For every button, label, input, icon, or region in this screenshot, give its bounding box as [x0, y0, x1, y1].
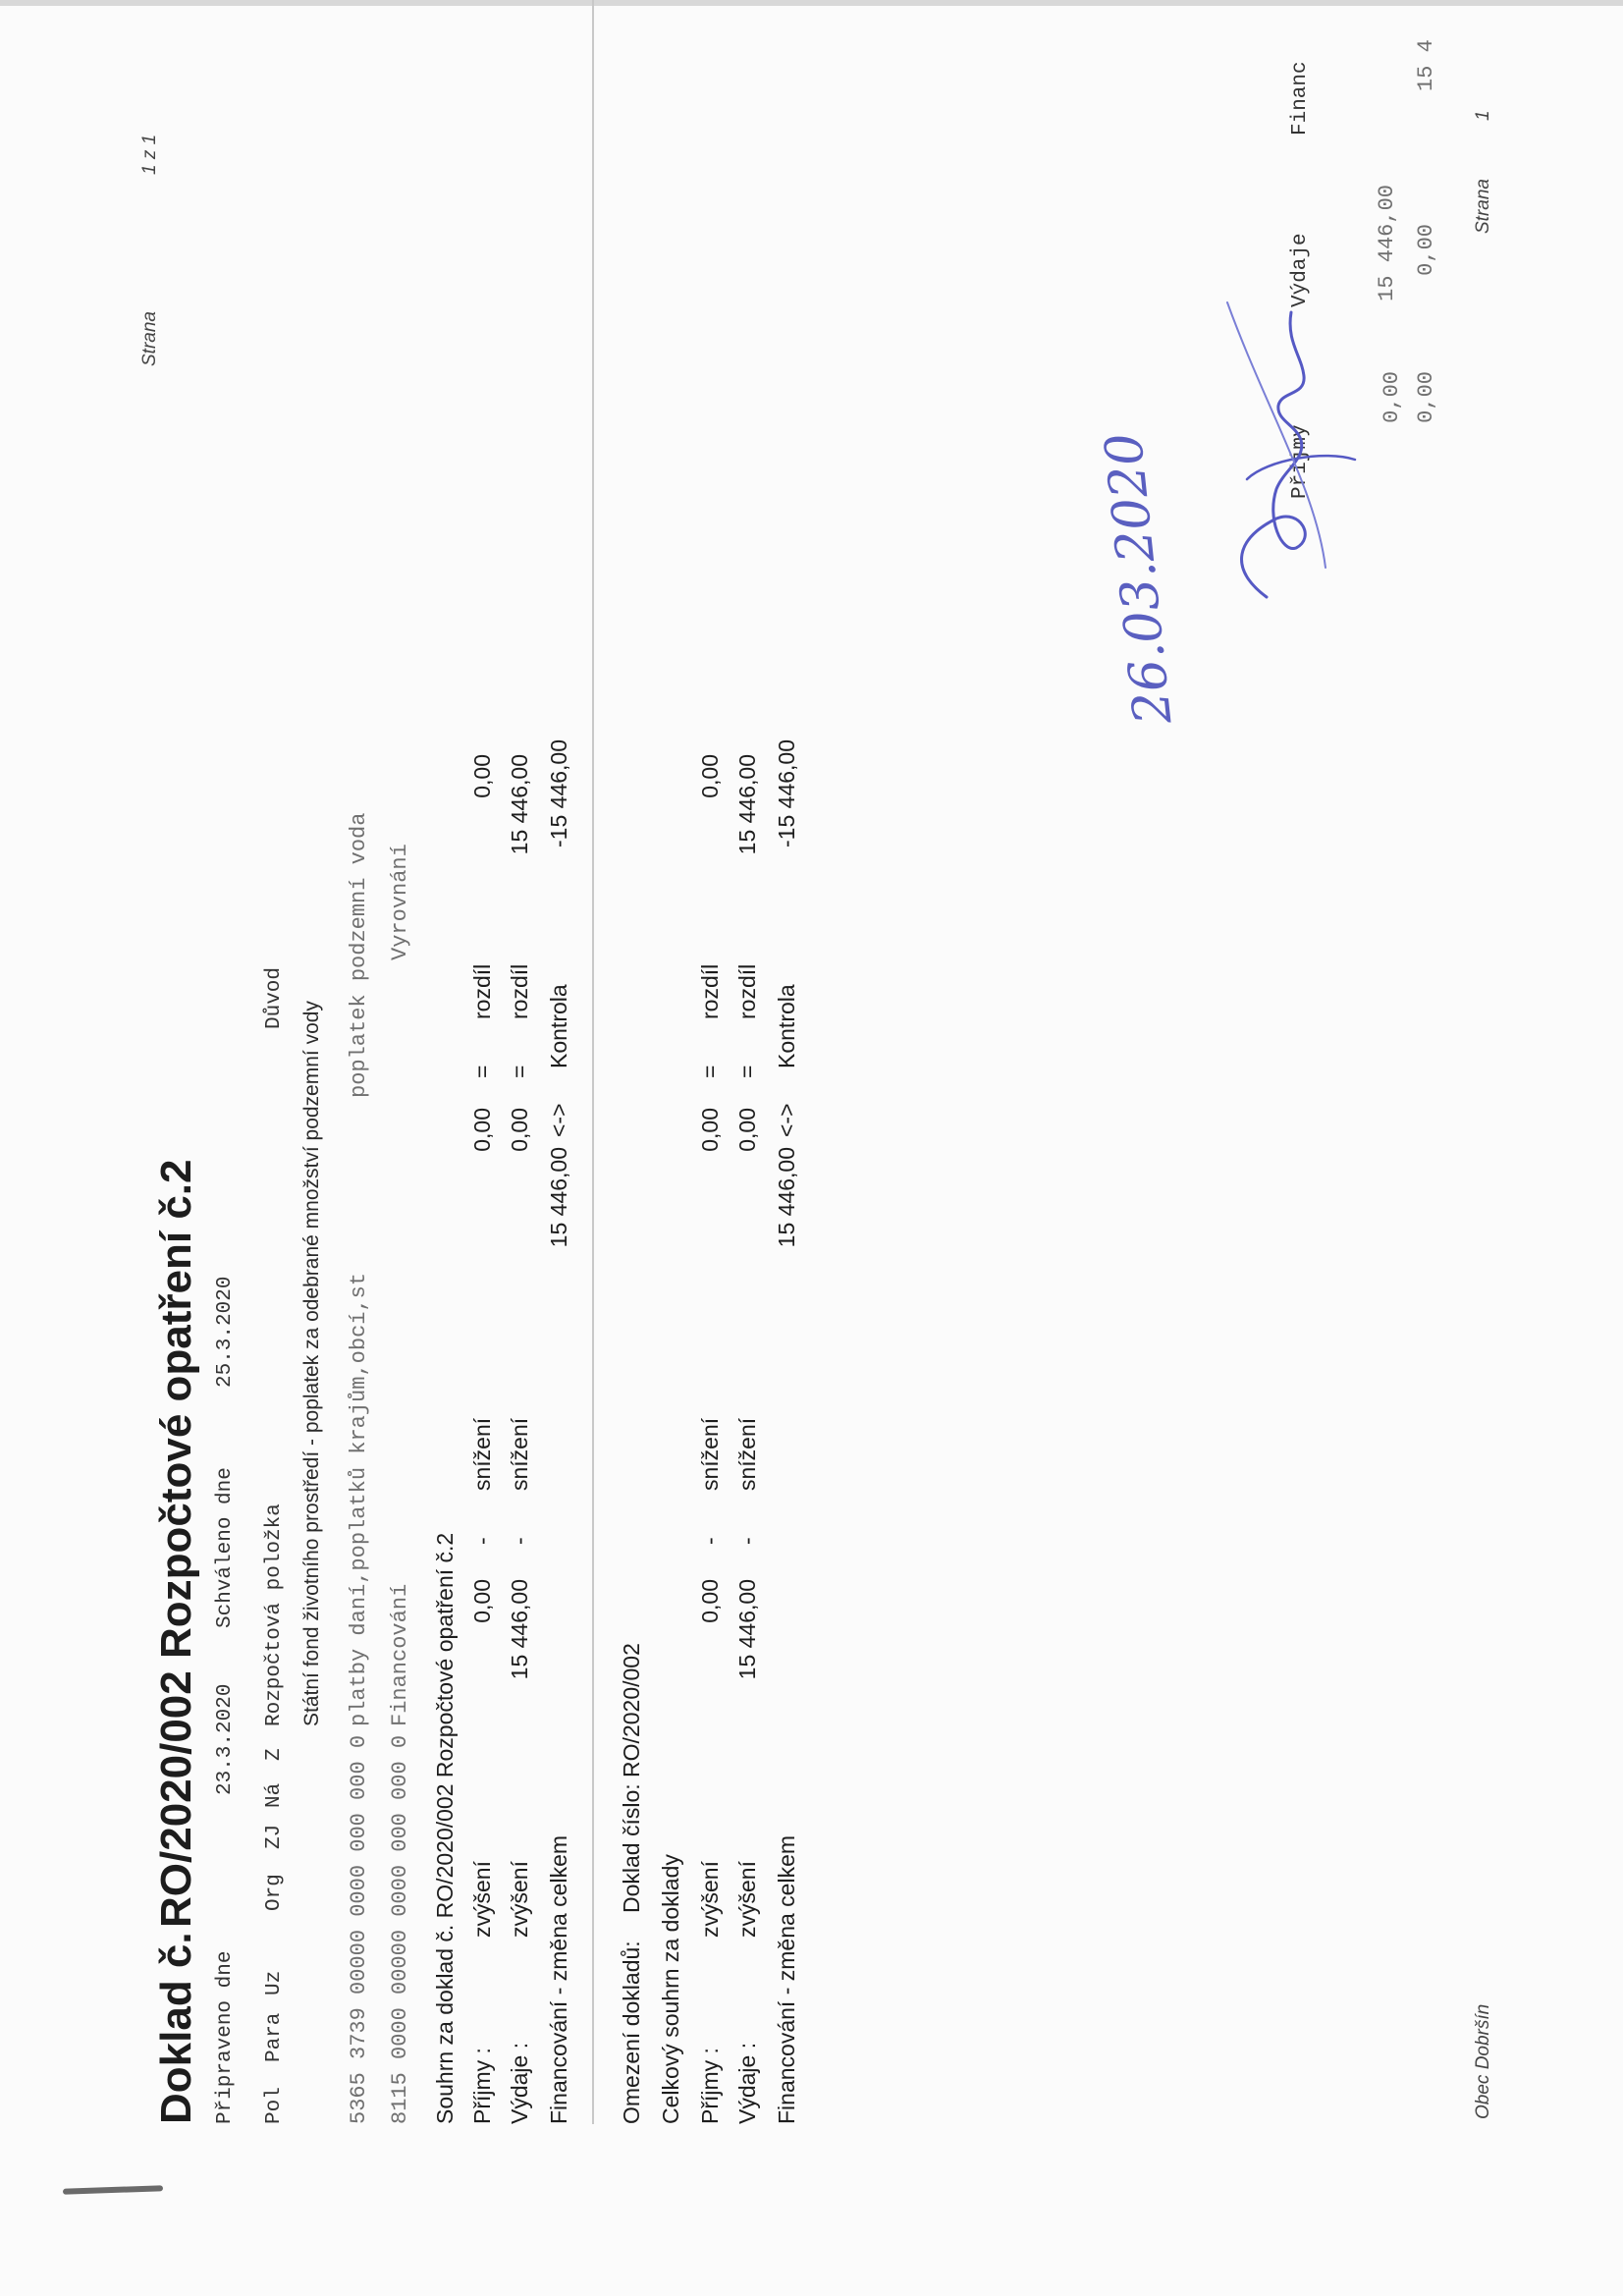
sa-l2-diff: 15 446,00 — [734, 754, 760, 855]
sd-fin-label: Financování - změna celkem — [546, 1834, 571, 2124]
summary-doc-title: Souhrn za doklad č. RO/2020/002 Rozpočtové opatření č.2 — [432, 1532, 458, 2124]
sa-l1-diff-word: rozdíl — [697, 963, 723, 1019]
sa-l1-diff: 0,00 — [697, 754, 723, 798]
col-polozka: Rozpočtová položka — [263, 1503, 286, 1726]
sa-fin-value: 15 446,00 — [774, 1147, 799, 1248]
col-pol: Pol — [263, 2087, 286, 2124]
sa-l2-inc: 15 446,00 — [734, 1579, 760, 1680]
limits-value: Doklad číslo: RO/2020/002 — [619, 1643, 644, 1913]
sa-l1-inc-word: zvýšení — [697, 1861, 723, 1938]
sd-l1-inc: 0,00 — [469, 1579, 495, 1623]
sd-fin-ctrl-word: Kontrola — [546, 984, 571, 1068]
row2-prijmy: 0,00 — [1414, 371, 1438, 423]
col-na: Ná — [263, 1782, 286, 1808]
sd-l2-diff-word: rozdíl — [507, 963, 532, 1019]
sa-fin-ctrl-value: -15 446,00 — [774, 739, 799, 847]
sd-fin-value: 15 446,00 — [546, 1147, 571, 1248]
signature-icon — [1208, 293, 1365, 607]
row1-vydaje: 15 446,00 — [1375, 185, 1399, 301]
sa-l1-eq: = — [697, 1065, 723, 1078]
sd-l1-dec: 0,00 — [469, 1108, 495, 1152]
col-org: Org — [263, 1874, 286, 1911]
sd-l1-diff-word: rozdíl — [469, 963, 495, 1019]
sd-l2-dec: 0,00 — [507, 1108, 532, 1152]
sd-l2-dash: - — [507, 1537, 532, 1545]
sd-l2-label: Výdaje : — [507, 2042, 532, 2124]
sd-l2-inc: 15 446,00 — [507, 1579, 532, 1680]
prepared-label: Připraveno dne — [214, 1950, 237, 2124]
sa-fin-label: Financování - změna celkem — [774, 1834, 799, 2124]
row2-codes: 8115 0000 00000 0000 000 000 0 — [388, 1734, 412, 2124]
row2-polozka: Financování — [388, 1583, 412, 1726]
sa-l1-label: Příjmy : — [697, 2048, 723, 2124]
footer-page-number: 1 — [1473, 110, 1493, 121]
prepared-date: 23.3.2020 — [214, 1683, 237, 1795]
limits-label: Omezení dokladů: — [619, 1941, 644, 2124]
sd-l2-eq: = — [507, 1065, 532, 1078]
sa-l2-diff-word: rozdíl — [734, 963, 760, 1019]
approved-date: 25.3.2020 — [214, 1276, 237, 1388]
sd-l2-inc-word: zvýšení — [507, 1861, 532, 1938]
col-uz: Uz — [263, 1970, 286, 1995]
sa-l2-eq: = — [734, 1065, 760, 1078]
sa-l2-dec: 0,00 — [734, 1108, 760, 1152]
row1-duvod: poplatek podzemní voda — [347, 812, 371, 1098]
sd-l2-diff: 15 446,00 — [507, 754, 532, 855]
sd-l1-eq: = — [469, 1065, 495, 1078]
row1-polozka: platby daní,poplatků krajům,obcí,st — [347, 1272, 371, 1726]
col-para: Para — [263, 2012, 286, 2062]
col-prijmy: Příjmy — [1289, 424, 1312, 499]
sa-l1-dec: 0,00 — [697, 1108, 723, 1152]
summary-all-title: Celkový souhrn za doklady — [658, 1854, 683, 2124]
sd-l1-inc-word: zvýšení — [469, 1861, 495, 1938]
page-value: 1 z 1 — [139, 134, 160, 175]
sa-l2-dec-word: snížení — [734, 1417, 760, 1491]
sd-fin-ctrl: <-> — [546, 1103, 571, 1137]
sa-l2-inc-word: zvýšení — [734, 1861, 760, 1938]
row1-polozka-note: Státní fond životního prostředí - poplatek za odebrané množství podzemní vody — [300, 1001, 323, 1726]
section-divider — [592, 0, 594, 2124]
footer-page-label: Strana — [1473, 179, 1493, 234]
sd-l1-dash: - — [469, 1537, 495, 1545]
page-label: Strana — [139, 311, 160, 366]
footer-municipality: Obec Dobršín — [1473, 2003, 1493, 2119]
sd-fin-ctrl-value: -15 446,00 — [546, 739, 571, 847]
col-financ: Financ — [1289, 61, 1312, 136]
sd-l1-label: Příjmy : — [469, 2048, 495, 2124]
sd-l2-dec-word: snížení — [507, 1417, 532, 1491]
sa-l1-dec-word: snížení — [697, 1417, 723, 1491]
row1-prijmy: 0,00 — [1380, 371, 1404, 423]
sa-l1-dash: - — [697, 1537, 723, 1545]
doc-label: Doklad č. — [152, 1932, 200, 2124]
row2-vydaje: 0,00 — [1414, 224, 1438, 276]
col-z: Z — [263, 1748, 286, 1761]
row2-duvod: Vyrovnání — [388, 844, 412, 960]
sa-l1-inc: 0,00 — [697, 1579, 723, 1623]
sd-l1-diff: 0,00 — [469, 754, 495, 798]
col-duvod: Důvod — [263, 966, 286, 1029]
row2-financ: 15 4 — [1414, 39, 1438, 91]
sa-l2-dash: - — [734, 1537, 760, 1545]
col-zj: ZJ — [263, 1824, 286, 1849]
sa-l2-label: Výdaje : — [734, 2042, 760, 2124]
sd-l1-dec-word: snížení — [469, 1417, 495, 1491]
doc-title: RO/2020/002 Rozpočtové opatření č.2 — [152, 1159, 200, 1928]
row1-codes: 5365 3739 00000 0000 000 000 0 — [347, 1734, 371, 2124]
sa-fin-ctrl-word: Kontrola — [774, 984, 799, 1068]
handwritten-date: 26.03.2020 — [1094, 429, 1184, 728]
approved-label: Schváleno dne — [214, 1467, 237, 1628]
col-vydaje: Výdaje — [1289, 233, 1312, 307]
sa-fin-ctrl: <-> — [774, 1103, 799, 1137]
